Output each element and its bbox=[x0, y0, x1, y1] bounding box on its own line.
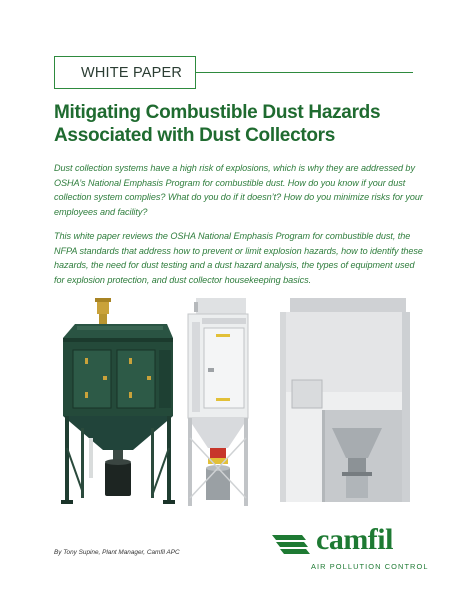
white-paper-label-text: WHITE PAPER bbox=[81, 64, 183, 81]
camfil-wordmark: camfil bbox=[316, 523, 393, 556]
white-dust-collector-image bbox=[180, 298, 255, 510]
header-rule bbox=[196, 72, 413, 73]
intro-paragraph: Dust collection systems have a high risk of explosions, which is why they are addressed by OSHA’s National Emphasis Program for combustible dust. How do you know if your dust collection system complies? What do you do if it doesn’t? How do you minimize risks for your employees and facility? bbox=[54, 163, 423, 217]
grey-enclosed-dust-collector-image bbox=[270, 298, 410, 503]
author-byline: By Tony Supine, Plant Manager, Camfil APC bbox=[54, 549, 180, 556]
white-paper-label bbox=[54, 56, 196, 89]
summary-paragraph: This white paper reviews the OSHA National Emphasis Program for combustible dust, the NFPA standards that address how to prevent or limit explosion hazards, how to identify these hazards, the need for dust testing and a dust hazard analysis, the types of equipment used for explosion protection, and dust collector housekeeping basics. bbox=[54, 231, 423, 285]
green-dust-collector-image bbox=[55, 298, 175, 508]
camfil-logo bbox=[272, 523, 429, 577]
title-line-2: Associated with Dust Collectors bbox=[54, 125, 336, 146]
camfil-swoosh-icon bbox=[272, 531, 316, 557]
title-line-1: Mitigating Combustible Dust Hazards bbox=[54, 102, 381, 123]
document-title bbox=[54, 101, 434, 147]
camfil-tagline: AIR POLLUTION CONTROL bbox=[311, 562, 429, 571]
